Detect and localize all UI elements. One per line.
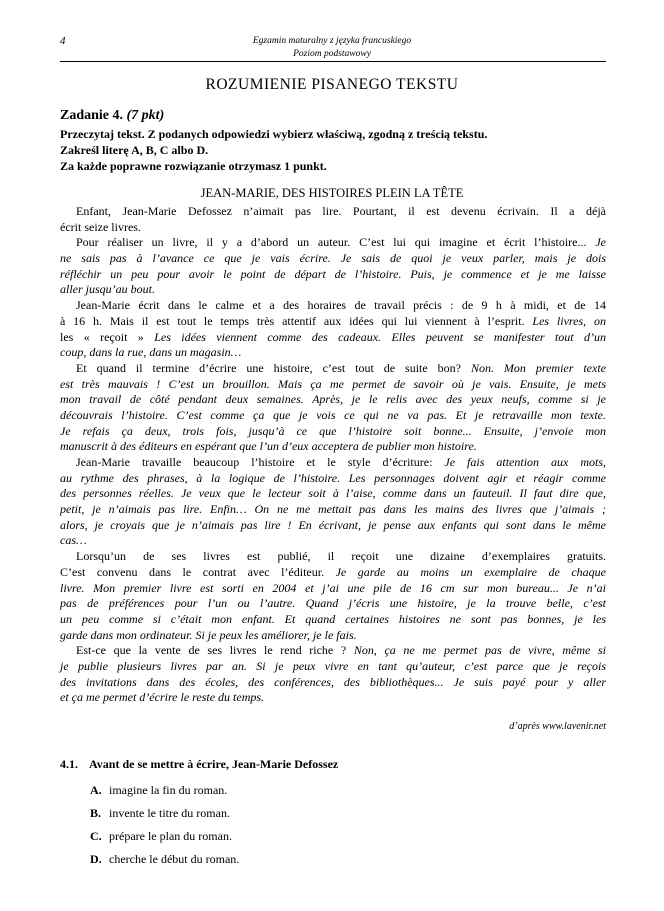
text-line — [60, 675, 606, 691]
text-segment: je publie plusieurs livres par an. Si je peux vivre en tant qu’auteur, c’est parce que je reçois — [60, 658, 606, 673]
text-line — [60, 282, 606, 298]
option-text: prépare le plan du roman. — [109, 829, 232, 843]
text-line — [60, 628, 606, 644]
instruction-line: Za każde poprawne rozwiązanie otrzymasz 1 punkt. — [60, 159, 327, 173]
task-instructions — [60, 126, 606, 174]
text-line — [60, 455, 606, 471]
text-segment: un peu comme si c’était mon enfant. Et quand certaines histoires ne sont pas bonnes, je les — [60, 611, 606, 626]
text-segment: cas… — [60, 533, 87, 548]
text-segment: ne sais pas à l’avance ce que je vais écrire. Je sais de quoi je veux parler, mais je dois — [60, 251, 606, 266]
text-segment: Les idées viennent comme des cadeaux. Elles peuvent se manifester tout d’un — [154, 329, 607, 344]
option-d[interactable] — [90, 852, 239, 867]
text-line — [60, 502, 606, 518]
text-segment: petit, je n’aimais pas lire. Enfin… On ne me mettait pas dans les mains des livres que j’aimais ; — [60, 502, 606, 517]
text-line — [60, 220, 606, 236]
text-line — [60, 643, 606, 659]
text-segment: à 16 h. Mais il est tout le temps très attentif aux idées qui lui viennent à l’esprit. — [60, 313, 533, 328]
text-line — [60, 659, 606, 675]
exam-title: Egzamin maturalny z języka francuskiego — [252, 36, 412, 46]
text-line — [60, 471, 606, 487]
text-segment: Je — [595, 235, 606, 250]
text-line — [60, 330, 606, 346]
text-segment: les « reçoit » — [60, 329, 155, 344]
text-line — [60, 612, 606, 628]
text-segment: aller jusqu’au bout. — [60, 282, 155, 297]
text-line — [60, 533, 606, 549]
header-divider — [60, 61, 606, 62]
text-line — [60, 565, 606, 581]
text-line — [60, 361, 606, 377]
option-letter[interactable]: A. — [90, 783, 102, 797]
text-line — [60, 314, 606, 330]
text-segment: Je refais ça deux, trois fois, jusqu’à ce que l’histoire soit bonne... Ensuite, j’envoie mon — [60, 423, 606, 438]
exam-level: Poziom podstawowy — [293, 49, 371, 59]
text-segment: alors, je croyais que je n’aimais pas lire ! En écrivant, je pense aux enfants qui sont dans le même — [60, 517, 606, 532]
option-a[interactable] — [90, 783, 227, 798]
option-text: invente le titre du roman. — [109, 806, 230, 820]
text-segment: Non. Mon premier texte — [470, 360, 606, 375]
text-segment: et ça me permet d’écrire le reste du temps. — [60, 690, 265, 705]
text-line — [60, 377, 606, 393]
text-segment: Et quand il termine d’écrire une histoire, c’est tout de suite bon? — [76, 360, 471, 375]
text-line — [60, 518, 606, 534]
instruction-line: Przeczytaj tekst. Z podanych odpowiedzi wybierz właściwą, zgodną z treścią tekstu. — [60, 127, 488, 141]
option-text: imagine la fin du roman. — [109, 783, 228, 797]
text-segment: Les livres, on — [532, 313, 606, 328]
text-line — [60, 486, 606, 502]
text-line — [60, 408, 606, 424]
text-segment: Je garde au moins un exemplaire de chaque — [335, 564, 607, 579]
text-segment: découvrais l’histoire. C’est comme ça que je vois ce qui ne va pas. Et je retravaille mon texte. — [60, 407, 606, 422]
option-c[interactable] — [90, 829, 232, 844]
page-number: 4 — [60, 35, 66, 47]
text-line — [60, 345, 606, 361]
reading-text-body — [60, 204, 606, 706]
text-line — [60, 251, 606, 267]
text-line — [60, 204, 606, 220]
option-b[interactable] — [90, 806, 230, 821]
text-line — [60, 439, 606, 455]
task-number: Zadanie 4. — [60, 108, 124, 123]
text-line — [60, 581, 606, 597]
text-line — [60, 549, 606, 565]
text-segment: réfléchir un peu pour avoir le point de départ de l’histoire. Puis, je commence et je me laisse — [60, 266, 606, 281]
section-title: ROZUMIENIE PISANEGO TEKSTU — [205, 76, 459, 93]
instruction-line: Zakreśl literę A, B, C albo D. — [60, 143, 209, 157]
text-line — [60, 392, 606, 408]
text-line — [60, 267, 606, 283]
text-segment: Non, ça ne me permet pas de vivre, même si — [353, 643, 606, 658]
option-letter[interactable]: C. — [90, 829, 102, 843]
text-segment: au rythme des phrases, à la logique de l’histoire. Les personnages doivent agir et réagir comme — [60, 470, 606, 485]
task-points: (7 pkt) — [126, 108, 165, 123]
text-segment: écrit seize livres. — [60, 219, 141, 234]
question-4-1 — [60, 757, 338, 772]
text-segment: Est-ce que la vente de ses livres le rend riche ? — [76, 643, 354, 658]
text-segment: Enfant, Jean-Marie Defossez n’aimait pas lire. Pourtant, il est devenu écrivain. Il a déjà — [76, 204, 606, 218]
text-segment: mon travail de côté pendant deux semaines. Après, je le relis avec des yeux neufs, comme si je — [60, 392, 606, 407]
text-segment: livre. Mon premier livre est sorti en 2004 et j’ai une pile de 16 cm sur mon bureau... Je n’ai — [60, 580, 606, 595]
question-number: 4.1. — [60, 757, 78, 771]
text-segment: pas de préférences pour l’un ou l’autre. Quand j’écris une histoire, je la trouve belle, c’est — [60, 596, 606, 611]
text-source: d’après www.lavenir.net — [509, 721, 606, 732]
text-segment: des personnes réelles. Je veux que le lecteur soit à l’aise, comme dans un fauteuil. Il faut dire que, — [60, 486, 606, 501]
text-segment: C’est convenu dans le contrat avec l’éditeur. — [60, 564, 336, 579]
text-segment: Jean-Marie écrit dans le calme et a des horaires de travail précis : de 9 h à midi, et de 14 — [76, 298, 606, 313]
text-segment: Lorsqu’un de ses livres est publié, il reçoit une dizaine d’exemplaires gratuits. — [76, 549, 606, 564]
text-line — [60, 424, 606, 440]
text-segment: est très mauvais ! C’est un brouillon. Mais ça me permet de savoir où je vais. Ensuite, je mets — [60, 376, 606, 391]
option-letter[interactable]: D. — [90, 852, 102, 866]
text-line — [60, 596, 606, 612]
text-line — [60, 235, 606, 251]
text-segment: coup, dans la rue, dans un magasin… — [60, 345, 242, 360]
text-segment: garde dans mon ordinateur. Si je peux les améliorer, je le fais. — [60, 627, 357, 642]
text-segment: manuscrit à des éditeurs en espérant que l’un d’eux acceptera de publier mon histoire. — [60, 439, 477, 454]
text-segment: Jean-Marie travaille beaucoup l’histoire et le style d’écriture: — [76, 455, 445, 469]
task-title — [60, 108, 164, 124]
reading-text-title: JEAN-MARIE, DES HISTOIRES PLEIN LA TÊTE — [200, 186, 464, 200]
text-segment: Je fais attention aux mots, — [444, 455, 606, 469]
text-line — [60, 298, 606, 314]
option-letter[interactable]: B. — [90, 806, 102, 820]
text-line — [60, 690, 606, 706]
option-text: cherche le début du roman. — [109, 852, 240, 866]
question-prompt: Avant de se mettre à écrire, Jean-Marie Defossez — [89, 757, 339, 771]
text-segment: des invitations dans des écoles, des conférences, des bibliothèques... Je suis payé pour y aller — [60, 674, 606, 689]
text-segment: Pour réaliser un livre, il y a d’abord un auteur. C’est lui qui imagine et écrit l’histoire... — [76, 235, 596, 250]
